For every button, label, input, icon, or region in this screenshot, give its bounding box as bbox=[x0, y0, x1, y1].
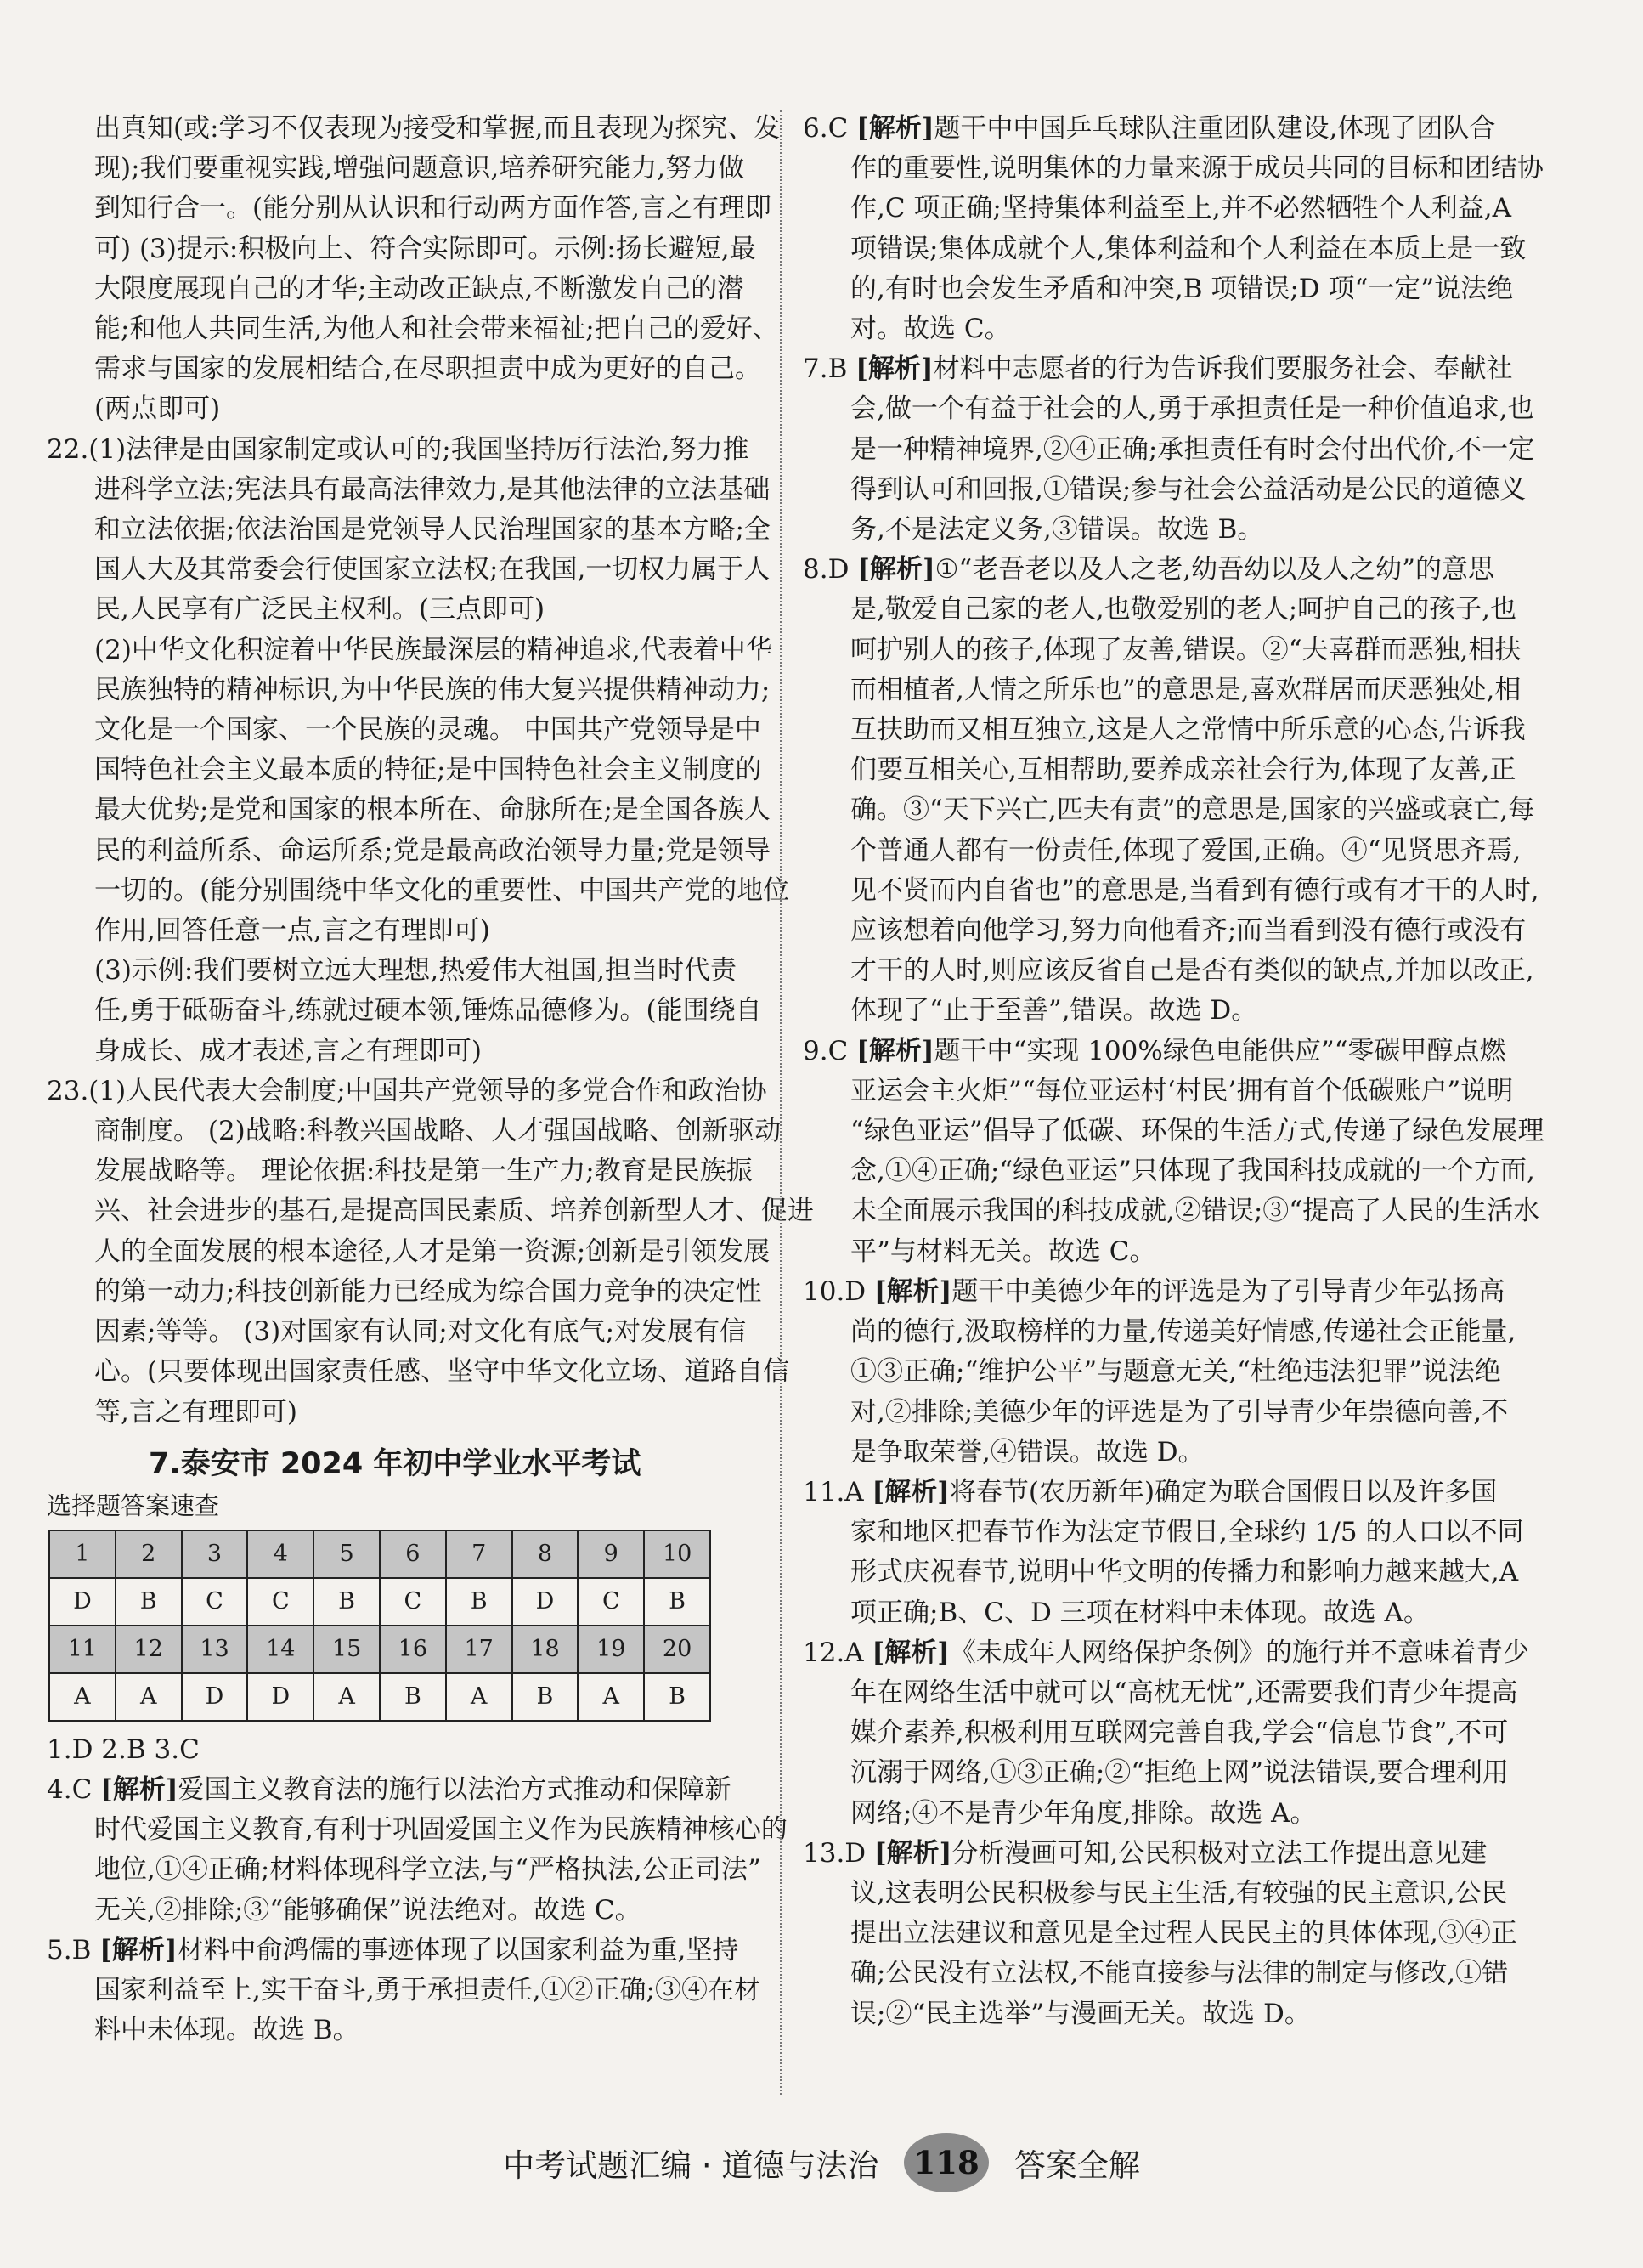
text-line: 是,敬爱自己家的老人,也敬爱别的老人;呵护自己的孩子,也 bbox=[850, 594, 1517, 625]
text-line bbox=[803, 1032, 1508, 1072]
text-line: ①③正确;“维护公平”与题意无关,“杜绝违法犯罪”说法绝 bbox=[850, 1356, 1501, 1388]
text-line: 体现了“止于至善”,错误。故选 D。 bbox=[850, 995, 1258, 1027]
text-line: 见不贤而内自省也”的意思是,当看到有德行或有才干的人时, bbox=[850, 874, 1539, 906]
answer-table-cell: 18 bbox=[512, 1626, 579, 1673]
answer-table-cell: C bbox=[380, 1578, 446, 1626]
text-line: 因素;等等。 (3)对国家有认同;对文化有底气;对发展有信 bbox=[94, 1316, 747, 1348]
answer-q7 bbox=[803, 349, 1535, 550]
answer-table-cell: 3 bbox=[182, 1530, 248, 1578]
analysis-text: 材料中志愿者的行为告诉我们要服务社会、奉献社 bbox=[933, 353, 1513, 385]
answer-table-cell: D bbox=[182, 1673, 248, 1721]
answer-table-cell: 6 bbox=[380, 1530, 446, 1578]
text-line: 网络;④不是青少年角度,排除。故选 A。 bbox=[850, 1797, 1317, 1829]
text-line: 22.(1)法律是由国家制定或认可的;我国坚持厉行法治,努力推 bbox=[47, 433, 749, 465]
text-line: 心。(只要体现出国家责任感、坚守中华文化立场、道路自信 bbox=[94, 1356, 790, 1388]
answer-table-cell: C bbox=[182, 1578, 248, 1626]
question-number: 12.A bbox=[803, 1637, 872, 1668]
analysis-tag: [解析] bbox=[857, 554, 935, 585]
analysis-text: 题干中美德少年的评选是为了引导青少年弘扬高 bbox=[951, 1275, 1505, 1307]
answer-table-cell: 7 bbox=[446, 1530, 512, 1578]
text-line: 亚运会主火炬”“每位亚运村‘村民’拥有首个低碳账户”说明 bbox=[850, 1075, 1514, 1106]
text-line: 出真知(或:学习不仅表现为接受和掌握,而且表现为探究、发 bbox=[94, 113, 781, 144]
text-line: 家和地区把春节作为法定节假日,全球约 1/5 的人口以不同 bbox=[850, 1517, 1524, 1548]
text-line bbox=[803, 109, 1508, 149]
answer-table-cell: 19 bbox=[578, 1626, 644, 1673]
analysis-text: 题干中“实现 100%绿色电能供应”“零碳甲醇点燃 bbox=[934, 1035, 1506, 1066]
text-line: “绿色亚运”倡导了低碳、环保的生活方式,传递了绿色发展理 bbox=[850, 1116, 1544, 1147]
text-line bbox=[803, 1633, 1529, 1673]
text-line: 和立法依据;依法治国是党领导人民治理国家的基本方略;全 bbox=[94, 514, 771, 546]
text-line: (两点即可) bbox=[94, 393, 221, 425]
answer-table-cell: 2 bbox=[116, 1530, 182, 1578]
text-line: 形式庆祝春节,说明中华文明的传播力和影响力越来越大,A bbox=[850, 1557, 1519, 1588]
answer-table-cell: 13 bbox=[182, 1626, 248, 1673]
text-line: 个普通人都有一份责任,体现了爱国,正确。④“见贤思齐焉, bbox=[850, 834, 1522, 866]
answer-q8 bbox=[803, 550, 1539, 1031]
answer-table-cell: D bbox=[512, 1578, 579, 1626]
text-line: 务,不是法定义务,③错误。故选 B。 bbox=[850, 514, 1264, 546]
text-line: 等,言之有理即可) bbox=[94, 1396, 297, 1428]
page-footer bbox=[0, 2133, 1643, 2184]
footer-subtitle: 答案全解 bbox=[1013, 2147, 1140, 2184]
section-title: 7.泰安市 2024 年初中学业水平考试 bbox=[149, 1446, 641, 1481]
text-line: 时代爱国主义教育,有利于巩固爱国主义作为民族精神核心的 bbox=[94, 1814, 788, 1846]
text-line: 对,②排除;美德少年的评选是为了引导青少年崇德向善,不 bbox=[850, 1396, 1509, 1428]
text-line bbox=[803, 1473, 1508, 1513]
answer-table-cell: B bbox=[380, 1673, 446, 1721]
answer-table-cell: A bbox=[313, 1673, 380, 1721]
text-line: 媒介素养,积极利用互联网完善自我,学会“信息节食”,不可 bbox=[850, 1717, 1509, 1749]
answer-table-cell: 9 bbox=[578, 1530, 644, 1578]
text-line: 未全面展示我国的科技成就,②错误;③“提高了人民的生活水 bbox=[850, 1196, 1540, 1227]
answer-table-cell: 5 bbox=[313, 1530, 380, 1578]
question-number: 11.A bbox=[803, 1476, 872, 1507]
answer-table-cell: A bbox=[116, 1673, 182, 1721]
analysis-tag: [解析] bbox=[872, 1476, 950, 1507]
answer-q10 bbox=[803, 1272, 1516, 1473]
text-line: 们要互相关心,互相帮助,要养成亲社会行为,体现了友善,正 bbox=[850, 755, 1516, 786]
analysis-tag: [解析] bbox=[872, 1637, 950, 1668]
text-line: 年在网络生活中就可以“高枕无忧”,还需要我们青少年提高 bbox=[850, 1677, 1518, 1708]
analysis-text: 材料中俞鸿儒的事迹体现了以国家利益为重,坚持 bbox=[177, 1934, 739, 1965]
answer-table-cell: D bbox=[247, 1673, 313, 1721]
text-line: (2)中华文化积淀着中华民族最深层的精神追求,代表着中华 bbox=[94, 634, 772, 665]
footer-book-title: 中考试题汇编 · 道德与法治 bbox=[503, 2147, 879, 2184]
text-line: 商制度。 (2)战略:科教兴国战略、人才强国战略、创新驱动 bbox=[94, 1116, 782, 1147]
text-line: 任,勇于砥砺奋斗,练就过硬本领,锤炼品德修为。(能围绕自 bbox=[94, 995, 762, 1027]
text-line bbox=[47, 1931, 760, 1971]
right-column bbox=[803, 109, 1544, 2034]
question-number: 4.C bbox=[47, 1773, 101, 1805]
text-line: 得到认可和回报,①错误;参与社会公益活动是公民的道德义 bbox=[850, 473, 1527, 505]
question-number: 6.C bbox=[803, 113, 857, 144]
table-caption: 选择题答案速查 bbox=[47, 1490, 220, 1520]
text-line: 文化是一个国家、一个民族的灵魂。 中国共产党领导是中 bbox=[94, 715, 761, 746]
question-number: 7.B bbox=[803, 353, 856, 385]
answer-q6 bbox=[803, 109, 1544, 349]
answer-table-cell: 8 bbox=[512, 1530, 579, 1578]
answer-table-cell: 4 bbox=[247, 1530, 313, 1578]
answer-table-cell: 15 bbox=[313, 1626, 380, 1673]
analysis-tag: [解析] bbox=[855, 353, 934, 385]
answer-q11 bbox=[803, 1473, 1524, 1633]
text-line: 民的利益所系、命运所系;党是最高政治领导力量;党是领导 bbox=[94, 834, 771, 866]
answer-table-cell: D bbox=[49, 1578, 116, 1626]
question-number: 13.D bbox=[803, 1837, 875, 1869]
answer-table-cell: C bbox=[247, 1578, 313, 1626]
text-line: 大限度展现自己的才华;主动改正缺点,不断激发自己的潜 bbox=[94, 273, 744, 304]
answer-table-cell: B bbox=[116, 1578, 182, 1626]
answer-table-cell: 12 bbox=[116, 1626, 182, 1673]
text-line: 的,有时也会发生矛盾和冲突,B 项错误;D 项“一定”说法绝 bbox=[850, 273, 1514, 304]
text-line: 确;公民没有立法权,不能直接参与法律的制定与修改,①错 bbox=[850, 1958, 1509, 1989]
text-line: 民,人民享有广泛民主权利。(三点即可) bbox=[94, 594, 545, 625]
question-number: 9.C bbox=[803, 1035, 857, 1066]
text-line: 的第一动力;科技创新能力已经成为综合国力竞争的决定性 bbox=[94, 1275, 762, 1307]
text-line: 料中未体现。故选 B。 bbox=[94, 2015, 359, 2046]
answer-table bbox=[48, 1530, 711, 1722]
answer-table-row bbox=[49, 1673, 710, 1721]
analysis-tag: [解析] bbox=[99, 1934, 178, 1965]
text-line: 无关,②排除;③“能够确保”说法绝对。故选 C。 bbox=[94, 1894, 641, 1926]
answer-table-cell: 11 bbox=[49, 1626, 116, 1673]
text-line: 进科学立法;宪法具有最高法律效力,是其他法律的立法基础 bbox=[94, 473, 771, 505]
answer-table-cell: B bbox=[313, 1578, 380, 1626]
text-line: 应该想着向他学习,努力向他看齐;而当看到没有德行或没有 bbox=[850, 915, 1527, 947]
text-line: 议,这表明公民积极参与民主生活,有较强的民主意识,公民 bbox=[850, 1877, 1508, 1909]
text-line: 国特色社会主义最本质的特征;是中国特色社会主义制度的 bbox=[94, 755, 762, 786]
analysis-text: 将春节(农历新年)确定为联合国假日以及许多国 bbox=[949, 1476, 1498, 1507]
text-line: 尚的德行,汲取榜样的力量,传递美好情感,传递社会正能量, bbox=[850, 1316, 1516, 1348]
text-line: 现);我们要重视实践,增强问题意识,培养研究能力,努力做 bbox=[94, 153, 745, 184]
page-number: 118 bbox=[904, 2133, 989, 2192]
answer-table-cell: 14 bbox=[247, 1626, 313, 1673]
answer-q13 bbox=[803, 1834, 1517, 2034]
text-line: 作的重要性,说明集体的力量来源于成员共同的目标和团结协 bbox=[850, 153, 1544, 184]
analysis-tag: [解析] bbox=[856, 113, 934, 144]
text-line: 沉溺于网络,①③正确;②“拒绝上网”说法错误,要合理利用 bbox=[850, 1757, 1509, 1789]
answer-table-cell: 10 bbox=[644, 1530, 710, 1578]
answer-table-cell: 17 bbox=[446, 1626, 512, 1673]
text-line: 作,C 项正确;坚持集体利益至上,并不必然牺牲个人利益,A bbox=[850, 193, 1511, 224]
text-line: 平”与材料无关。故选 C。 bbox=[850, 1236, 1156, 1267]
text-line: 是一种精神境界,②④正确;承担责任有时会付出代价,不一定 bbox=[850, 433, 1535, 465]
answer-table-cell: 20 bbox=[644, 1626, 710, 1673]
text-line: 对。故选 C。 bbox=[850, 314, 1011, 345]
question-number: 5.B bbox=[47, 1934, 100, 1965]
quick-answers: 1.D 2.B 3.C bbox=[47, 1734, 200, 1765]
text-line: 一切的。(能分别围绕中华文化的重要性、中国共产党的地位 bbox=[94, 874, 790, 906]
text-line: 误;②“民主选举”与漫画无关。故选 D。 bbox=[850, 1998, 1311, 2029]
analysis-text: 《未成年人网络保护条例》的施行并不意味着青少 bbox=[949, 1637, 1529, 1668]
answer-table-cell: B bbox=[512, 1673, 579, 1721]
text-line: 互扶助而又相互独立,这是人之常情中所乐意的心态,告诉我 bbox=[850, 715, 1526, 746]
text-line: 发展战略等。 理论依据:科技是第一生产力;教育是民族振 bbox=[94, 1156, 753, 1187]
answer-table-cell: B bbox=[446, 1578, 512, 1626]
analysis-tag: [解析] bbox=[874, 1275, 952, 1307]
text-line: 项错误;集体成就个人,集体利益和个人利益在本质上是一致 bbox=[850, 233, 1527, 264]
text-line: 国人大及其常委会行使国家立法权;在我国,一切权力属于人 bbox=[94, 554, 771, 585]
text-line: 确。③“天下兴亡,匹夫有责”的意思是,国家的兴盛或衰亡,每 bbox=[850, 795, 1535, 826]
answer-q22 bbox=[47, 430, 790, 1072]
answer-table-header-row bbox=[49, 1530, 710, 1578]
analysis-tag: [解析] bbox=[874, 1837, 952, 1869]
text-line: (3)示例:我们要树立远大理想,热爱伟大祖国,担当时代责 bbox=[94, 955, 737, 987]
text-line: 地位,①④正确;材料体现科学立法,与“严格执法,公正司法” bbox=[94, 1854, 761, 1886]
left-column bbox=[47, 109, 814, 2050]
question-number: 10.D bbox=[803, 1275, 875, 1307]
answer-table-cell: 1 bbox=[49, 1530, 116, 1578]
answer-q5 bbox=[47, 1931, 760, 2051]
text-line: 最大优势;是党和国家的根本所在、命脉所在;是全国各族人 bbox=[94, 795, 771, 826]
text-line: 身成长、成才表述,言之有理即可) bbox=[94, 1035, 482, 1066]
analysis-tag: [解析] bbox=[856, 1035, 934, 1066]
text-line: 兴、社会进步的基石,是提高国民素质、培养创新型人才、促进 bbox=[94, 1196, 814, 1227]
answer-block-continued bbox=[47, 109, 781, 430]
text-line bbox=[803, 550, 1508, 590]
text-line: 呵护别人的孩子,体现了友善,错误。②“夫喜群而恶独,相扶 bbox=[850, 634, 1522, 665]
answer-table-cell: C bbox=[578, 1578, 644, 1626]
text-line: 作用,回答任意一点,言之有理即可) bbox=[94, 915, 490, 947]
answer-table-cell: B bbox=[644, 1673, 710, 1721]
text-line: 可) (3)提示:积极向上、符合实际即可。示例:扬长避短,最 bbox=[94, 233, 756, 264]
text-line: 才干的人时,则应该反省自己是否有类似的缺点,并加以改正, bbox=[850, 955, 1534, 987]
question-number: 8.D bbox=[803, 554, 858, 585]
text-line: 能;和他人共同生活,为他人和社会带来福祉;把自己的爱好、 bbox=[94, 314, 779, 345]
analysis-text: ①“老吾老以及人之老,幼吾幼以及人之幼”的意思 bbox=[934, 554, 1494, 585]
text-line: 到知行合一。(能分别从认识和行动两方面作答,言之有理即 bbox=[94, 193, 771, 224]
text-line bbox=[803, 1272, 1508, 1312]
text-line: 国家利益至上,实干奋斗,勇于承担责任,①②正确;③④在材 bbox=[94, 1974, 761, 2005]
answer-table-cell: A bbox=[446, 1673, 512, 1721]
analysis-text: 爱国主义教育法的施行以法治方式推动和保障新 bbox=[178, 1773, 731, 1805]
text-line: 会,做一个有益于社会的人,勇于承担责任是一种价值追求,也 bbox=[850, 393, 1534, 425]
answer-table-cell: A bbox=[49, 1673, 116, 1721]
analysis-text: 分析漫画可知,公民积极对立法工作提出意见建 bbox=[951, 1837, 1488, 1869]
answer-table-cell: 16 bbox=[380, 1626, 446, 1673]
analysis-text: 题干中中国乒乓球队注重团队建设,体现了团队合 bbox=[934, 113, 1496, 144]
column-divider bbox=[780, 110, 782, 2095]
answer-q12 bbox=[803, 1633, 1529, 1834]
answer-table-cell: A bbox=[578, 1673, 644, 1721]
answer-table-header-row bbox=[49, 1626, 710, 1673]
text-line bbox=[803, 1834, 1508, 1874]
text-line bbox=[47, 1770, 760, 1810]
answer-q23 bbox=[47, 1072, 814, 1433]
analysis-tag: [解析] bbox=[100, 1773, 178, 1805]
answer-q9 bbox=[803, 1032, 1544, 1272]
text-line: 提出立法建议和意见是全过程人民民主的具体体现,③④正 bbox=[850, 1918, 1517, 1949]
text-line: 而相植者,人情之所乐也”的意思是,喜欢群居而厌恶独处,相 bbox=[850, 674, 1522, 705]
answer-table-cell: B bbox=[644, 1578, 710, 1626]
text-line: 是争取荣誉,④错误。故选 D。 bbox=[850, 1436, 1205, 1468]
text-line: 项正确;B、C、D 三项在材料中未体现。故选 A。 bbox=[850, 1597, 1430, 1628]
text-line bbox=[803, 349, 1513, 389]
text-line: 人的全面发展的根本途径,人才是第一资源;创新是引领发展 bbox=[94, 1236, 771, 1267]
text-line: 23.(1)人民代表大会制度;中国共产党领导的多党合作和政治协 bbox=[47, 1075, 767, 1106]
text-line: 需求与国家的发展相结合,在尽职担责中成为更好的自己。 bbox=[94, 353, 761, 385]
answer-q4 bbox=[47, 1770, 788, 1931]
text-line: 念,①④正确;“绿色亚运”只体现了我国科技成就的一个方面, bbox=[850, 1156, 1535, 1187]
answer-table-row bbox=[49, 1578, 710, 1626]
text-line: 民族独特的精神标识,为中华民族的伟大复兴提供精神动力; bbox=[94, 674, 771, 705]
